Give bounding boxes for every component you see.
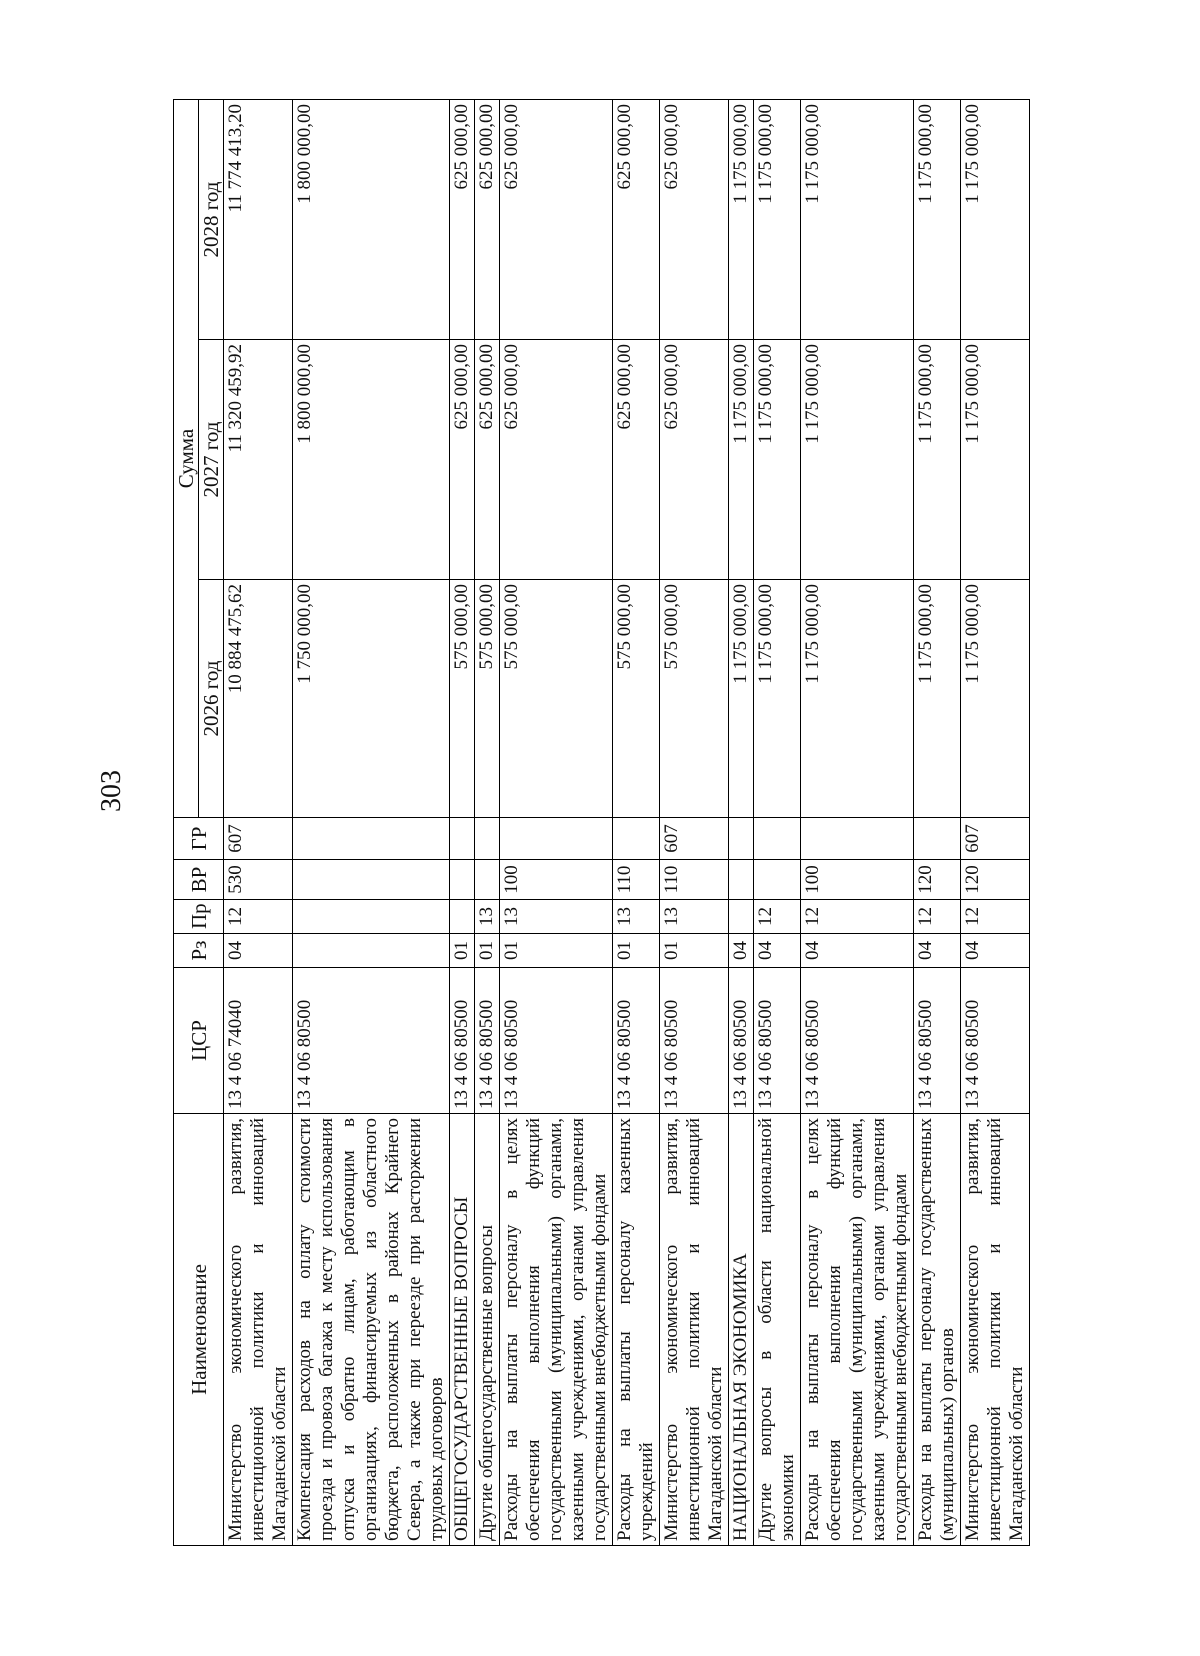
row-sum-2026: 575 000,00 xyxy=(660,580,729,818)
row-sum-2028: 1 175 000,00 xyxy=(729,99,754,339)
header-gr: ГР xyxy=(174,818,224,860)
row-sum-2026: 1 175 000,00 xyxy=(754,580,801,818)
table-body xyxy=(224,99,1030,1545)
row-pr: 12 xyxy=(961,900,1030,934)
row-sum-2026: 1 175 000,00 xyxy=(801,580,914,818)
row-name: Расходы на выплаты персоналу в целях обеспечения выполнения функций государственными (муниципальными) органами, казенными учреждениями, органами управления государственными внебюджетными фондами xyxy=(500,1114,613,1546)
row-sum-2027: 625 000,00 xyxy=(475,340,500,580)
row-rz: 04 xyxy=(754,934,801,968)
row-csr: 13 4 06 80500 xyxy=(914,968,961,1114)
row-vr xyxy=(450,860,475,900)
row-vr xyxy=(754,860,801,900)
row-rz: 04 xyxy=(961,934,1030,968)
budget-table xyxy=(173,99,1030,1546)
row-name: Расходы на выплаты персоналу государственных (муниципальных) органов xyxy=(914,1114,961,1546)
row-pr: 13 xyxy=(500,900,613,934)
row-sum-2027: 1 175 000,00 xyxy=(754,340,801,580)
row-csr: 13 4 06 80500 xyxy=(660,968,729,1114)
row-gr xyxy=(500,818,613,860)
row-sum-2026: 575 000,00 xyxy=(475,580,500,818)
row-pr xyxy=(729,900,754,934)
row-rz xyxy=(293,934,450,968)
header-csr: ЦСР xyxy=(174,968,224,1114)
row-rz: 01 xyxy=(475,934,500,968)
row-vr: 530 xyxy=(224,860,293,900)
row-sum-2028: 625 000,00 xyxy=(613,99,660,339)
row-sum-2026: 575 000,00 xyxy=(450,580,475,818)
row-gr: 607 xyxy=(224,818,293,860)
row-csr: 13 4 06 80500 xyxy=(729,968,754,1114)
table-row xyxy=(293,99,450,1545)
row-sum-2027: 625 000,00 xyxy=(613,340,660,580)
row-csr: 13 4 06 80500 xyxy=(500,968,613,1114)
row-rz: 01 xyxy=(613,934,660,968)
table-row xyxy=(729,99,754,1545)
row-sum-2027: 625 000,00 xyxy=(500,340,613,580)
row-sum-2028: 11 774 413,20 xyxy=(224,99,293,339)
row-sum-2028: 1 175 000,00 xyxy=(754,99,801,339)
row-vr: 100 xyxy=(801,860,914,900)
row-sum-2027: 1 175 000,00 xyxy=(729,340,754,580)
table-row xyxy=(961,99,1030,1545)
row-gr xyxy=(729,818,754,860)
row-name: Министерство экономического развития, инвестиционной политики и инноваций Магаданской области xyxy=(961,1114,1030,1546)
row-sum-2027: 625 000,00 xyxy=(450,340,475,580)
page-number: 303 xyxy=(96,770,127,812)
row-gr: 607 xyxy=(961,818,1030,860)
row-sum-2028: 1 175 000,00 xyxy=(961,99,1030,339)
row-vr xyxy=(475,860,500,900)
row-vr xyxy=(729,860,754,900)
row-rz: 01 xyxy=(660,934,729,968)
header-year-2027: 2027 год xyxy=(199,340,224,580)
row-name: НАЦИОНАЛЬНАЯ ЭКОНОМИКА xyxy=(729,1114,754,1546)
table-row xyxy=(754,99,801,1545)
row-sum-2026: 575 000,00 xyxy=(500,580,613,818)
header-year-2028: 2028 год xyxy=(199,99,224,339)
row-sum-2028: 625 000,00 xyxy=(660,99,729,339)
row-name: Министерство экономического развития, инвестиционной политики и инноваций Магаданской области xyxy=(224,1114,293,1546)
table-row xyxy=(660,99,729,1545)
table-row xyxy=(613,99,660,1545)
row-sum-2026: 1 175 000,00 xyxy=(961,580,1030,818)
row-csr: 13 4 06 80500 xyxy=(450,968,475,1114)
row-gr xyxy=(754,818,801,860)
row-gr: 607 xyxy=(660,818,729,860)
row-sum-2028: 625 000,00 xyxy=(500,99,613,339)
row-csr: 13 4 06 80500 xyxy=(293,968,450,1114)
row-gr xyxy=(475,818,500,860)
table-row xyxy=(500,99,613,1545)
row-sum-2027: 1 800 000,00 xyxy=(293,340,450,580)
row-name: Министерство экономического развития, инвестиционной политики и инноваций Магаданской области xyxy=(660,1114,729,1546)
row-sum-2027: 1 175 000,00 xyxy=(801,340,914,580)
row-csr: 13 4 06 74040 xyxy=(224,968,293,1114)
table-row xyxy=(801,99,914,1545)
row-vr: 110 xyxy=(613,860,660,900)
row-pr: 12 xyxy=(914,900,961,934)
row-vr xyxy=(293,860,450,900)
table-row xyxy=(224,99,293,1545)
row-csr: 13 4 06 80500 xyxy=(801,968,914,1114)
row-csr: 13 4 06 80500 xyxy=(475,968,500,1114)
row-name: Другие общегосударственные вопросы xyxy=(475,1114,500,1546)
row-sum-2027: 1 175 000,00 xyxy=(961,340,1030,580)
row-vr: 100 xyxy=(500,860,613,900)
row-sum-2026: 1 750 000,00 xyxy=(293,580,450,818)
row-rz: 04 xyxy=(729,934,754,968)
row-sum-2026: 1 175 000,00 xyxy=(914,580,961,818)
row-sum-2027: 11 320 459,92 xyxy=(224,340,293,580)
row-pr: 13 xyxy=(660,900,729,934)
row-sum-2026: 10 884 475,62 xyxy=(224,580,293,818)
row-sum-2028: 1 175 000,00 xyxy=(801,99,914,339)
row-gr xyxy=(293,818,450,860)
header-year-2026: 2026 год xyxy=(199,580,224,818)
row-csr: 13 4 06 80500 xyxy=(961,968,1030,1114)
row-sum-2028: 625 000,00 xyxy=(450,99,475,339)
header-row xyxy=(174,99,199,1545)
row-name: Расходы на выплаты персоналу казенных учреждений xyxy=(613,1114,660,1546)
row-sum-2027: 625 000,00 xyxy=(660,340,729,580)
row-rz: 04 xyxy=(914,934,961,968)
row-sum-2028: 1 800 000,00 xyxy=(293,99,450,339)
row-pr: 12 xyxy=(801,900,914,934)
row-pr xyxy=(293,900,450,934)
row-gr xyxy=(801,818,914,860)
row-csr: 13 4 06 80500 xyxy=(754,968,801,1114)
rotated-page xyxy=(173,100,1090,1546)
table-row xyxy=(475,99,500,1545)
row-pr: 12 xyxy=(754,900,801,934)
table-row xyxy=(450,99,475,1545)
row-sum-2027: 1 175 000,00 xyxy=(914,340,961,580)
header-rz: Рз xyxy=(174,934,224,968)
row-rz: 04 xyxy=(224,934,293,968)
row-name: ОБЩЕГОСУДАРСТВЕННЫЕ ВОПРОСЫ xyxy=(450,1114,475,1546)
row-rz: 04 xyxy=(801,934,914,968)
row-pr xyxy=(450,900,475,934)
row-sum-2028: 625 000,00 xyxy=(475,99,500,339)
header-name: Наименование xyxy=(174,1114,224,1546)
row-rz: 01 xyxy=(450,934,475,968)
header-sum: Сумма xyxy=(174,99,199,817)
row-pr: 13 xyxy=(475,900,500,934)
row-csr: 13 4 06 80500 xyxy=(613,968,660,1114)
row-sum-2028: 1 175 000,00 xyxy=(914,99,961,339)
row-vr: 120 xyxy=(914,860,961,900)
row-vr: 110 xyxy=(660,860,729,900)
row-gr xyxy=(613,818,660,860)
header-vr: ВР xyxy=(174,860,224,900)
header-pr: Пр xyxy=(174,900,224,934)
table-row xyxy=(914,99,961,1545)
row-name: Компенсация расходов на оплату стоимости проезда и провоза багажа к месту использования отпуска и обратно лицам, работающим в организациях, финансируемых из областного бюджета, расположенных в районах Крайнего Севера, а также при переезде при расторжении трудовых договоров xyxy=(293,1114,450,1546)
row-name: Расходы на выплаты персоналу в целях обеспечения выполнения функций государственными (муниципальными) органами, казенными учреждениями, органами управления государственными внебюджетными фондами xyxy=(801,1114,914,1546)
row-gr xyxy=(914,818,961,860)
row-rz: 01 xyxy=(500,934,613,968)
row-pr: 12 xyxy=(224,900,293,934)
row-name: Другие вопросы в области национальной экономики xyxy=(754,1114,801,1546)
row-vr: 120 xyxy=(961,860,1030,900)
row-sum-2026: 1 175 000,00 xyxy=(729,580,754,818)
row-pr: 13 xyxy=(613,900,660,934)
row-sum-2026: 575 000,00 xyxy=(613,580,660,818)
row-gr xyxy=(450,818,475,860)
